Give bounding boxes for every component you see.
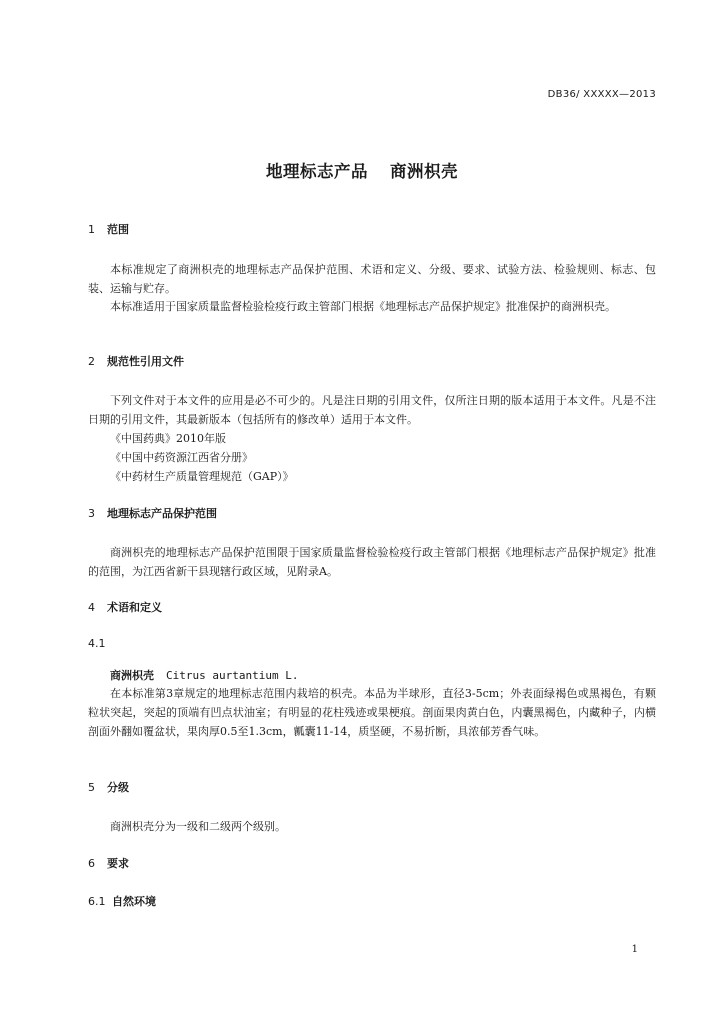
section-number: 4 (88, 601, 95, 614)
section-title: 分级 (107, 781, 129, 794)
section-title: 规范性引用文件 (107, 355, 184, 368)
section-2-paragraph-1: 下列文件对于本文件的应用是必不可少的。凡是注日期的引用文件，仅所注日期的版本适用于本文件。凡是不注日期的引用文件，其最新版本（包括所有的修改单）适用于本文件。 (88, 394, 656, 426)
subsection-4-1-number (88, 637, 107, 650)
document-code: DB36/ XXXXX—2013 (547, 89, 656, 100)
section-1-heading (88, 221, 129, 237)
section-3-heading (88, 505, 217, 521)
term-chinese: 商洲枳壳 (110, 669, 154, 682)
subsection-6-1-heading (88, 893, 156, 909)
reference-item: 《中药材生产质量管理规范（GAP）》 (110, 470, 294, 483)
section-number: 3 (88, 507, 95, 520)
section-5-paragraph-1: 商洲枳壳分为一级和二级两个级别。 (110, 820, 286, 833)
section-1-paragraph-2: 本标准适用于国家质量监督检验检疫行政主管部门根据《地理标志产品保护规定》批准保护的商洲枳壳。 (110, 300, 616, 313)
section-number: 5 (88, 781, 95, 794)
section-title: 范围 (107, 223, 129, 236)
section-number: 2 (88, 355, 95, 368)
section-4-definition: 在本标准第3章规定的地理标志范围内栽培的枳壳。本品为半球形，直径3-5cm；外表面绿褐色或黑褐色，有颗粒状突起，突起的顶端有凹点状油室；有明显的花柱残迹或果梗痕。剖面果肉黄白色，内囊黑褐色，内藏种子，内横剖面外翻如覆盆状，果肉厚0.5至1.3cm，瓤囊11-14，质坚硬，不易折断，具浓郁芳香气味。 (88, 687, 656, 738)
section-5-heading (88, 779, 129, 795)
title-part-1: 地理标志产品 (266, 162, 368, 181)
section-title: 术语和定义 (107, 601, 162, 614)
subsection-number: 4.1 (88, 637, 106, 650)
subsection-number: 6.1 (88, 895, 106, 908)
section-2-heading (88, 353, 184, 369)
reference-item: 《中国药典》2010年版 (110, 432, 226, 445)
section-3-paragraph-1: 商洲枳壳的地理标志产品保护范围限于国家质量监督检验检疫行政主管部门根据《地理标志产品保护规定》批准的范围，为江西省新干县现辖行政区域，见附录A。 (88, 546, 656, 578)
section-number: 6 (88, 857, 95, 870)
term-latin: Citrus aurtantium L. (166, 669, 299, 682)
page-number: 1 (631, 944, 638, 955)
title-part-2: 商洲枳壳 (390, 162, 458, 181)
reference-item: 《中国中药资源江西省分册》 (110, 451, 253, 464)
section-title: 地理标志产品保护范围 (107, 507, 217, 520)
section-4-heading (88, 599, 162, 615)
section-1-paragraph-1: 本标准规定了商洲枳壳的地理标志产品保护范围、术语和定义、分级、要求、试验方法、检验规则、标志、包装、运输与贮存。 (88, 263, 656, 295)
subsection-title: 自然环境 (112, 895, 156, 908)
section-title: 要求 (107, 857, 129, 870)
section-number: 1 (88, 223, 95, 236)
section-6-heading (88, 855, 129, 871)
term-entry (110, 667, 298, 683)
document-title (0, 158, 724, 182)
